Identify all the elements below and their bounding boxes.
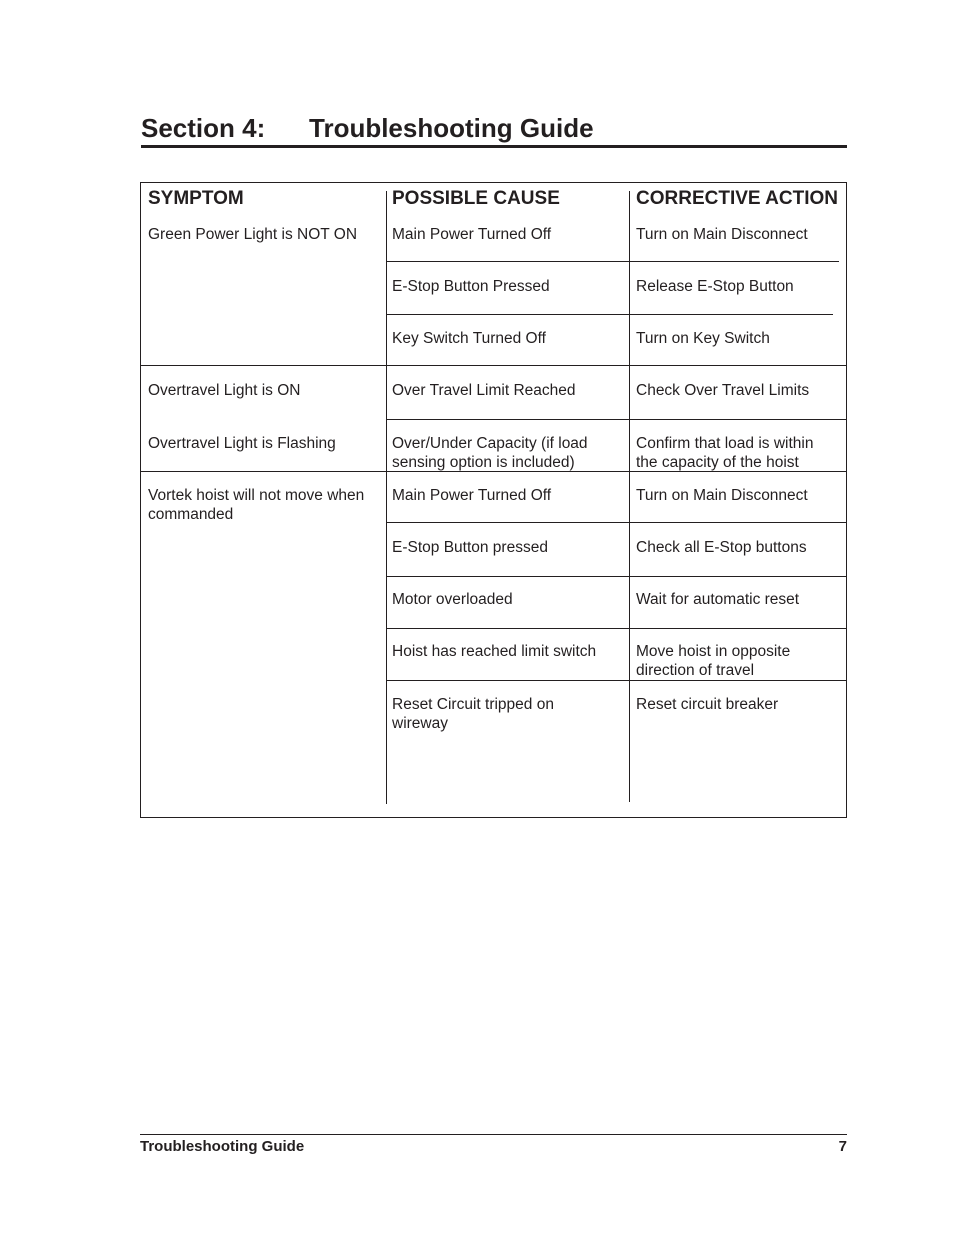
- cause-cell: Motor overloaded: [392, 591, 513, 608]
- row-divider: [386, 522, 846, 523]
- cause-cell: E-Stop Button Pressed: [392, 278, 550, 295]
- action-cell: Confirm that load is within the capacity of the hoist: [636, 435, 814, 471]
- column-header-symptom: SYMPTOM: [148, 188, 244, 209]
- cause-cell: Over Travel Limit Reached: [392, 382, 576, 399]
- column-divider: [386, 191, 387, 804]
- symptom-cell: Vortek hoist will not move when commanded: [148, 487, 365, 523]
- action-cell: Turn on Main Disconnect: [636, 487, 808, 504]
- cause-cell: Main Power Turned Off: [392, 226, 552, 243]
- page-title: [141, 112, 847, 148]
- action-cell: Reset circuit breaker: [636, 696, 779, 713]
- cause-cell: Main Power Turned Off: [392, 487, 552, 504]
- section-title: Troubleshooting Guide: [309, 113, 594, 143]
- troubleshooting-table: [140, 182, 847, 818]
- action-cell: Turn on Key Switch: [636, 330, 770, 347]
- row-divider: [386, 628, 846, 629]
- action-cell: Check Over Travel Limits: [636, 382, 810, 399]
- row-divider: [386, 419, 846, 420]
- row-divider: [386, 261, 839, 262]
- cause-cell: Reset Circuit tripped on wireway: [392, 696, 554, 732]
- footer-label: Troubleshooting Guide: [140, 1138, 305, 1155]
- cause-cell: Key Switch Turned Off: [392, 330, 546, 347]
- column-header-corrective-action: CORRECTIVE ACTION: [636, 188, 838, 209]
- page-footer: [140, 1134, 847, 1155]
- page-number: 7: [838, 1138, 847, 1155]
- symptom-cell: Overtravel Light is ON: [148, 382, 301, 399]
- section-number: Section 4:: [141, 113, 266, 143]
- action-cell: Move hoist in opposite direction of travel: [636, 643, 791, 679]
- symptom-cell: Overtravel Light is Flashing: [148, 435, 336, 452]
- row-divider: [386, 576, 846, 577]
- cause-cell: E-Stop Button pressed: [392, 539, 548, 556]
- action-cell: Release E-Stop Button: [636, 278, 794, 295]
- action-cell: Wait for automatic reset: [636, 591, 800, 608]
- column-divider: [629, 191, 630, 802]
- cause-cell: Over/Under Capacity (if load sensing option is included): [392, 435, 588, 471]
- row-divider: [386, 680, 846, 681]
- action-cell: Turn on Main Disconnect: [636, 226, 808, 243]
- action-cell: Check all E-Stop buttons: [636, 539, 807, 556]
- symptom-cell: Green Power Light is NOT ON: [148, 226, 358, 243]
- cause-cell: Hoist has reached limit switch: [392, 643, 597, 660]
- column-header-possible-cause: POSSIBLE CAUSE: [392, 188, 560, 209]
- row-divider: [141, 365, 846, 366]
- row-divider: [386, 314, 833, 315]
